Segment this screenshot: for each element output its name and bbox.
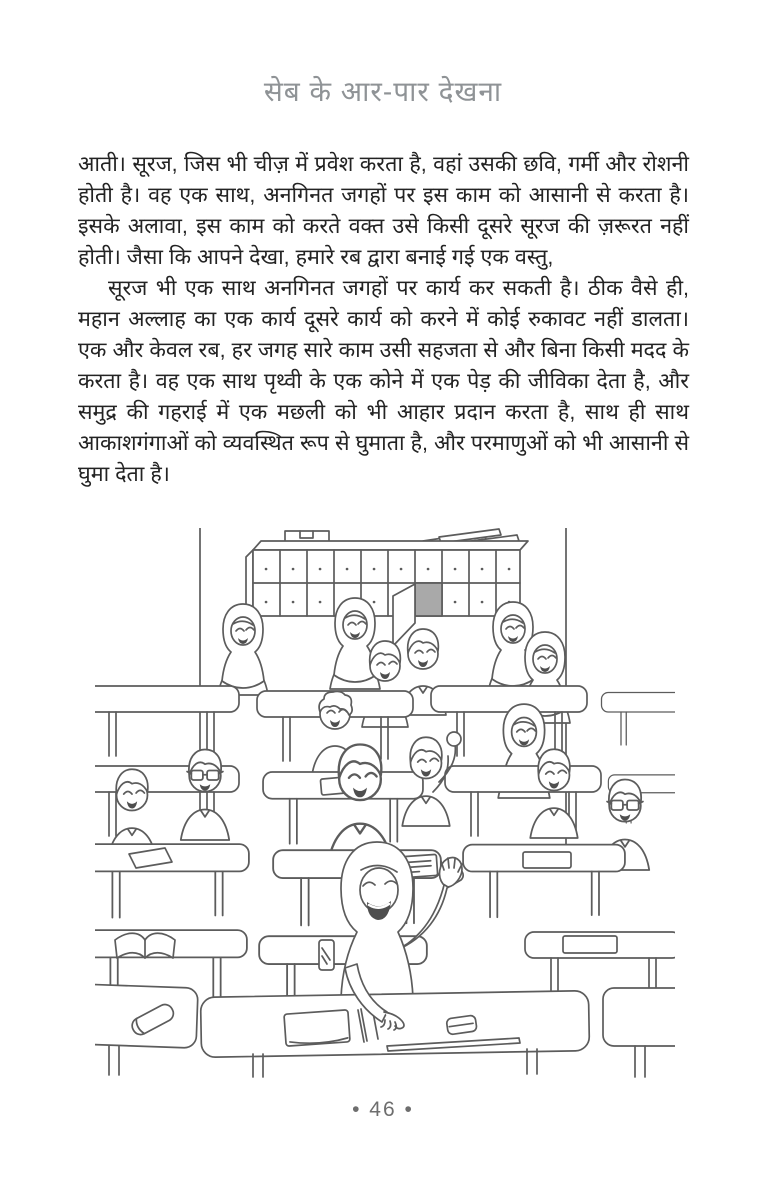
notebook-right [563, 936, 617, 953]
cubby-shelf [246, 529, 528, 646]
closed-book [523, 852, 571, 868]
paragraph-2: सूरज भी एक साथ अनगिनत जगहों पर कार्य कर सकती है। ठीक वैसे ही, महान अल्लाह का एक कार्य दूसरे कार्य को करने में कोई रुकावट नहीं डालता। एक और केवल रब, हर जगह सारे काम उसी सहजता से और बिना किसी मदद के करता है। वह एक साथ पृथ्वी के एक कोने में एक पेड़ की जीविका देता है, और समुद्र की गहराई में एक मछली को भी आहार प्रदान करता है, साथ ही साथ आकाशगंगाओं को व्यवस्थित रूप से घुमाता है, और परमाणुओं को भी आसानी से घुमा देता है। [78, 276, 689, 486]
student-hijab-back-left [218, 604, 268, 695]
student-glasses-left [181, 749, 229, 840]
body-text [78, 149, 689, 490]
eraser [446, 1015, 477, 1035]
notebook-front [284, 1010, 350, 1046]
chapter-title: सेब के आर-पार देखना [263, 76, 503, 107]
page-number: • 46 • [352, 1098, 414, 1121]
raised-fist [447, 732, 461, 746]
front-desks [95, 984, 675, 1077]
paragraph-1: आती। सूरज, जिस भी चीज़ में प्रवेश करता है, वहां उसकी छवि, गर्मी और रोशनी होती है। वह एक साथ, अनगिनत जगहों पर इस काम को आसानी से करता है। इसके अलावा, इस काम को करते वक्त उसे किसी दूसरे सूरज की ज़रूरत नहीं होती। जैसा कि आपने देखा, हमारे रब द्वारा बनाई गई एक वस्तु, [78, 152, 689, 269]
classroom-illustration [95, 528, 675, 1078]
front-girl-open-palm [440, 858, 462, 887]
